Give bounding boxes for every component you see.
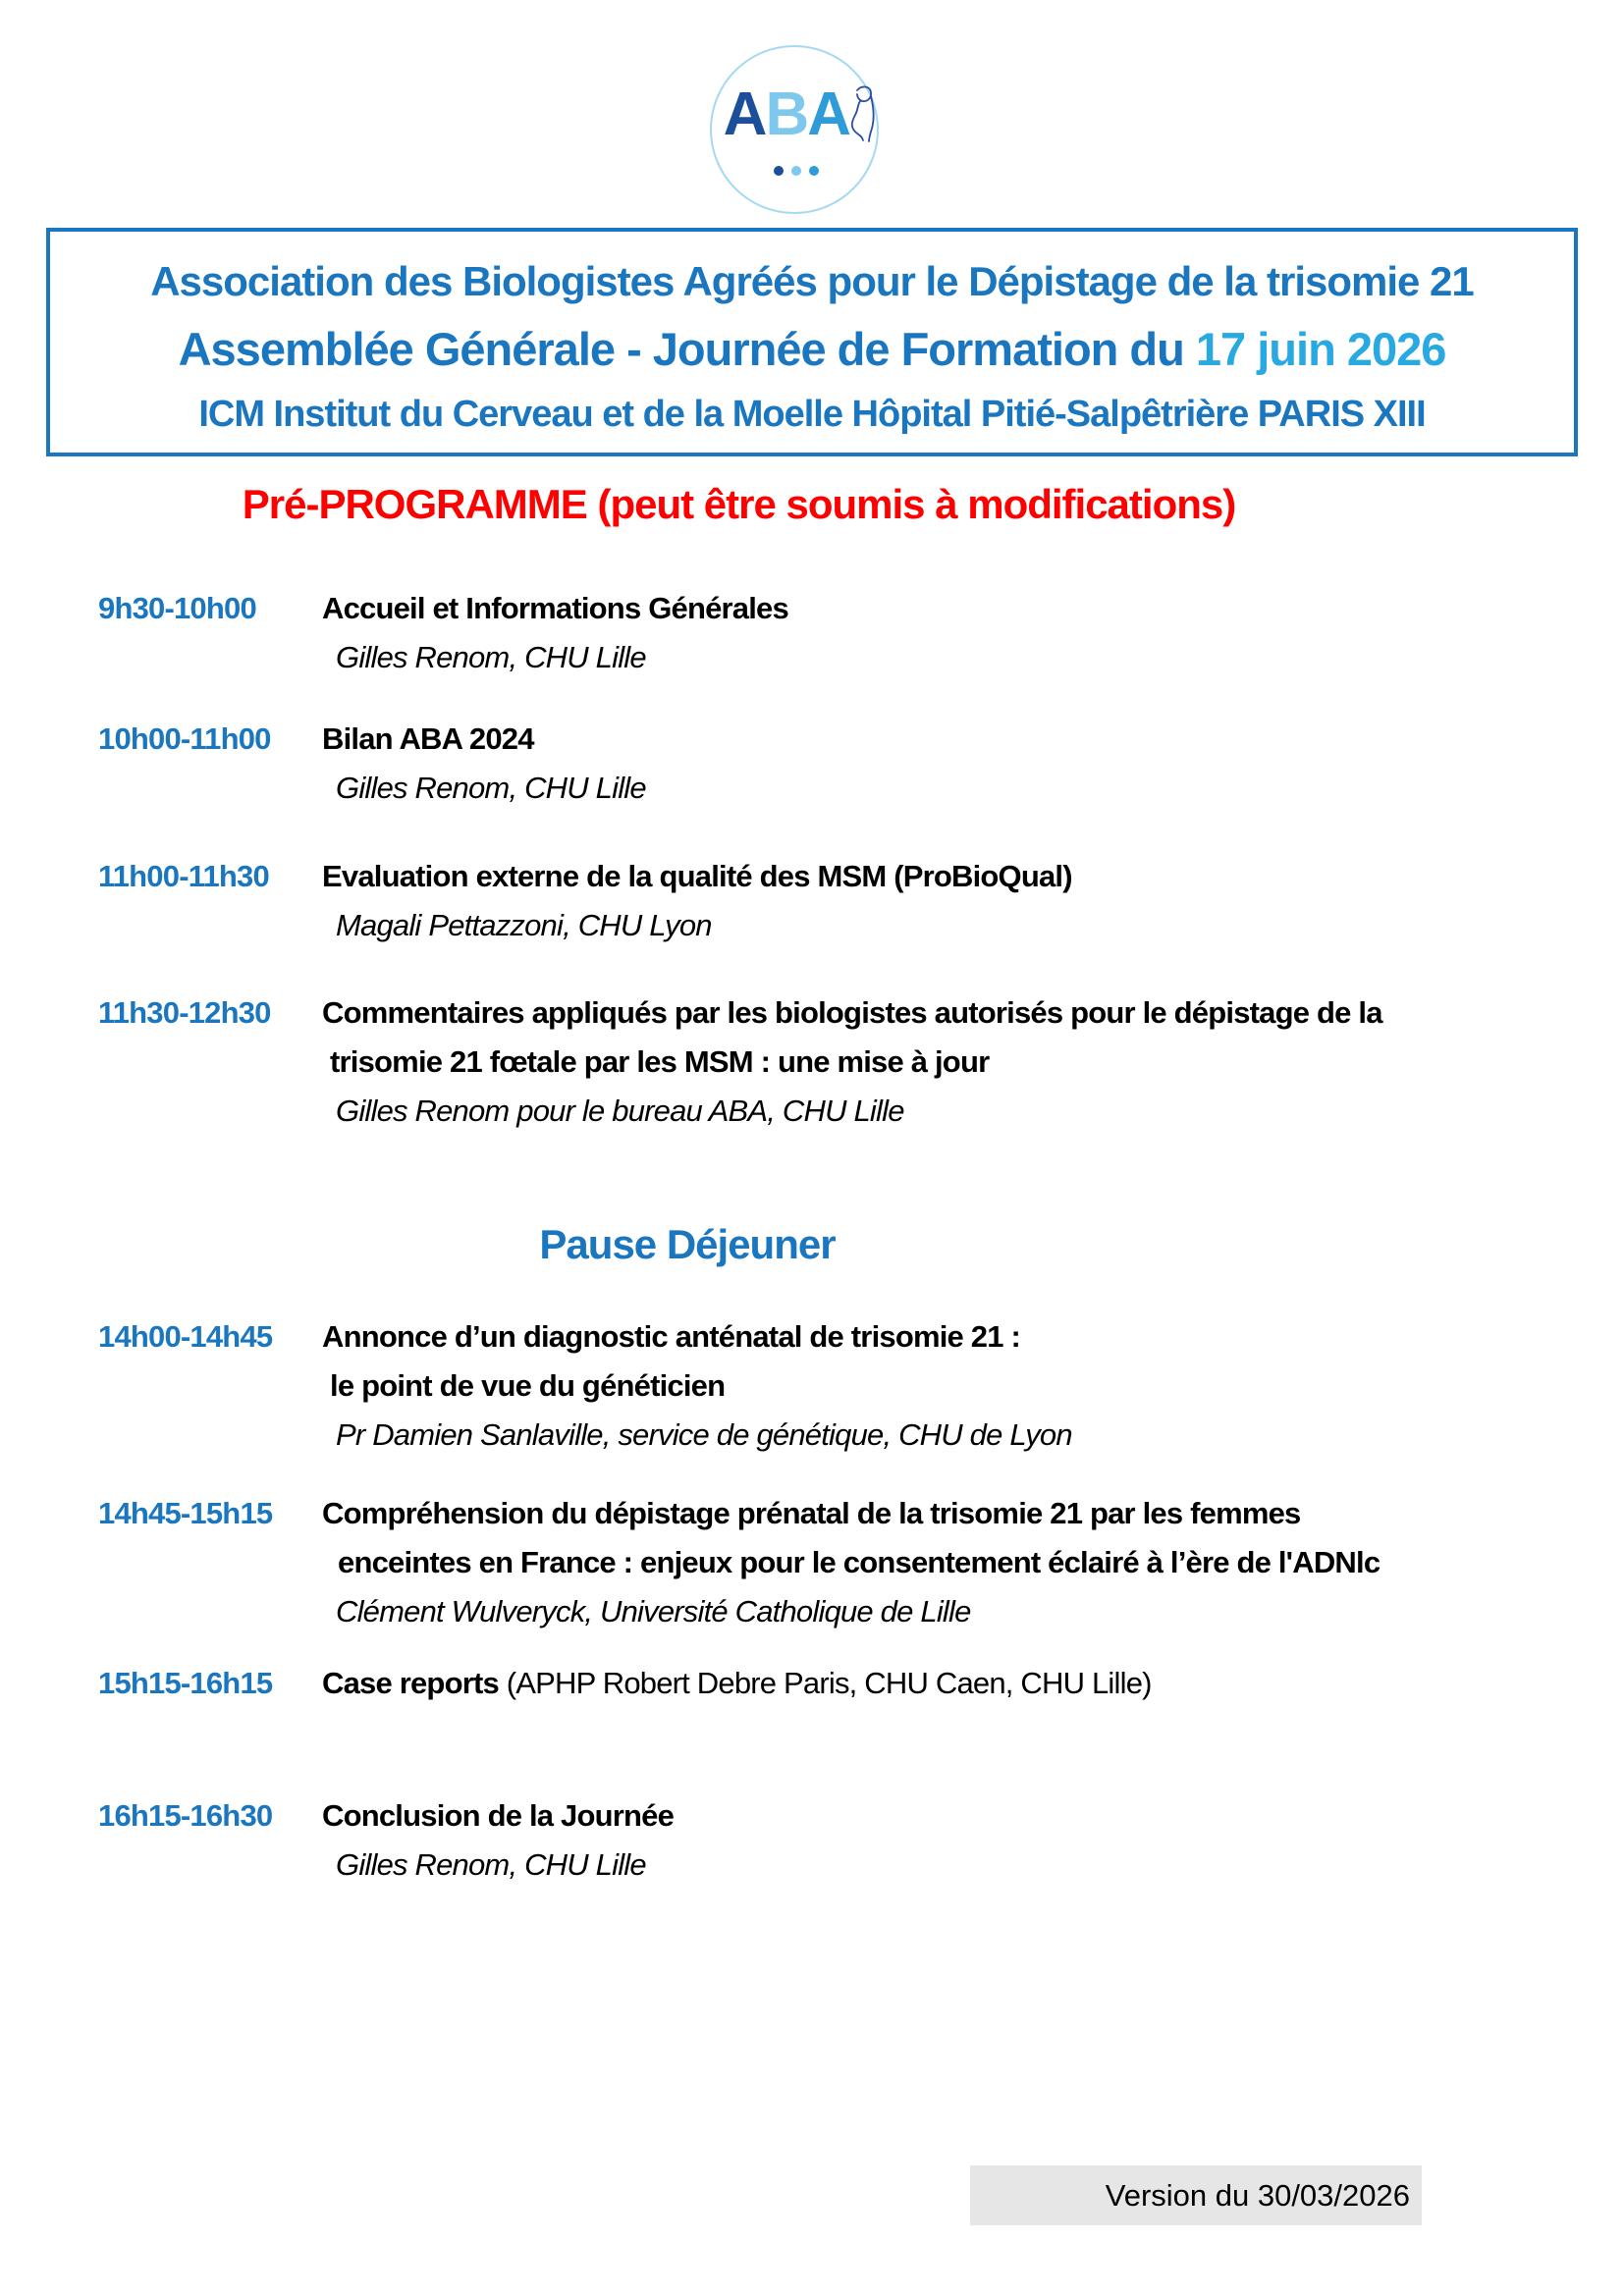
aba-logo-letters [712, 80, 849, 148]
logo-letter-b: B [765, 80, 808, 148]
session-speaker: Gilles Renom, CHU Lille [336, 640, 646, 674]
session-title-detail: (APHP Robert Debre Paris, CHU Caen, CHU Lille) [498, 1666, 1152, 1700]
session-title: Bilan ABA 2024 [322, 721, 534, 756]
logo-letter-a1: A [723, 80, 766, 148]
event-title [50, 314, 1574, 385]
logo-letter-a2: A [807, 80, 849, 148]
session-title-line2: enceintes en France : enjeux pour le consentement éclairé à l’ère de l'ADNlc [338, 1545, 1380, 1579]
session-title-line2: le point de vue du généticien [330, 1368, 726, 1403]
session-time: 9h30-10h00 [98, 591, 256, 625]
session-title: Compréhension du dépistage prénatal de la trisomie 21 par les femmes [322, 1496, 1301, 1530]
session-time: 11h30-12h30 [98, 995, 271, 1030]
session-time: 10h00-11h00 [98, 721, 271, 756]
event-date: 17 juin 2026 [1195, 323, 1446, 375]
session-speaker: Magali Pettazzoni, CHU Lyon [336, 908, 712, 942]
schedule-entry [98, 1791, 1571, 1890]
association-name: Association des Biologistes Agréés pour le Dépistage de la trisomie 21 [150, 258, 1474, 304]
session-title: Conclusion de la Journée [322, 1798, 675, 1833]
session-title: Accueil et Informations Générales [322, 591, 788, 625]
pause-dejeuner-heading: Pause Déjeuner [539, 1221, 836, 1267]
aba-logo [710, 45, 879, 214]
session-time: 11h00-11h30 [98, 859, 269, 893]
version-footer: Version du 30/03/2026 [970, 2165, 1422, 2225]
schedule-entry [98, 988, 1571, 1136]
logo-dots [712, 163, 881, 181]
session-time: 15h15-16h15 [98, 1666, 273, 1700]
schedule-entry [98, 852, 1571, 950]
session-speaker: Pr Damien Sanlaville, service de génétique, CHU de Lyon [336, 1417, 1072, 1452]
session-time: 14h45-15h15 [98, 1496, 273, 1530]
pregnant-woman-icon [841, 84, 877, 143]
schedule-entry [98, 1659, 1571, 1708]
event-title-text: Assemblée Générale - Journée de Formation du [178, 323, 1196, 375]
pre-programme-title: Pré-PROGRAMME (peut être soumis à modifications) [242, 481, 1236, 527]
header-box [46, 228, 1578, 456]
session-speaker: Gilles Renom pour le bureau ABA, CHU Lille [336, 1094, 904, 1128]
session-title: Commentaires appliqués par les biologistes autorisés pour le dépistage de la [322, 995, 1382, 1030]
schedule-entry [98, 715, 1571, 813]
session-title: Annonce d’un diagnostic anténatal de trisomie 21 : [322, 1319, 1021, 1354]
session-time: 16h15-16h30 [98, 1798, 273, 1833]
session-title: Evaluation externe de la qualité des MSM (ProBioQual) [322, 859, 1072, 893]
schedule-entry [98, 584, 1571, 682]
schedule-entry [98, 1489, 1571, 1636]
session-speaker: Gilles Renom, CHU Lille [336, 1847, 646, 1882]
session-speaker: Clément Wulveryck, Université Catholique de Lille [336, 1594, 971, 1629]
session-title-bold: Case reports [322, 1666, 499, 1700]
schedule-entry [98, 1312, 1571, 1460]
event-location: ICM Institut du Cerveau et de la Moelle Hôpital Pitié-Salpêtrière PARIS XIII [198, 394, 1426, 435]
session-title-line2: trisomie 21 fœtale par les MSM : une mise à jour [330, 1044, 990, 1079]
schedule [98, 584, 1571, 1890]
session-speaker: Gilles Renom, CHU Lille [336, 771, 646, 805]
session-title [322, 1659, 1571, 1708]
session-time: 14h00-14h45 [98, 1319, 273, 1354]
